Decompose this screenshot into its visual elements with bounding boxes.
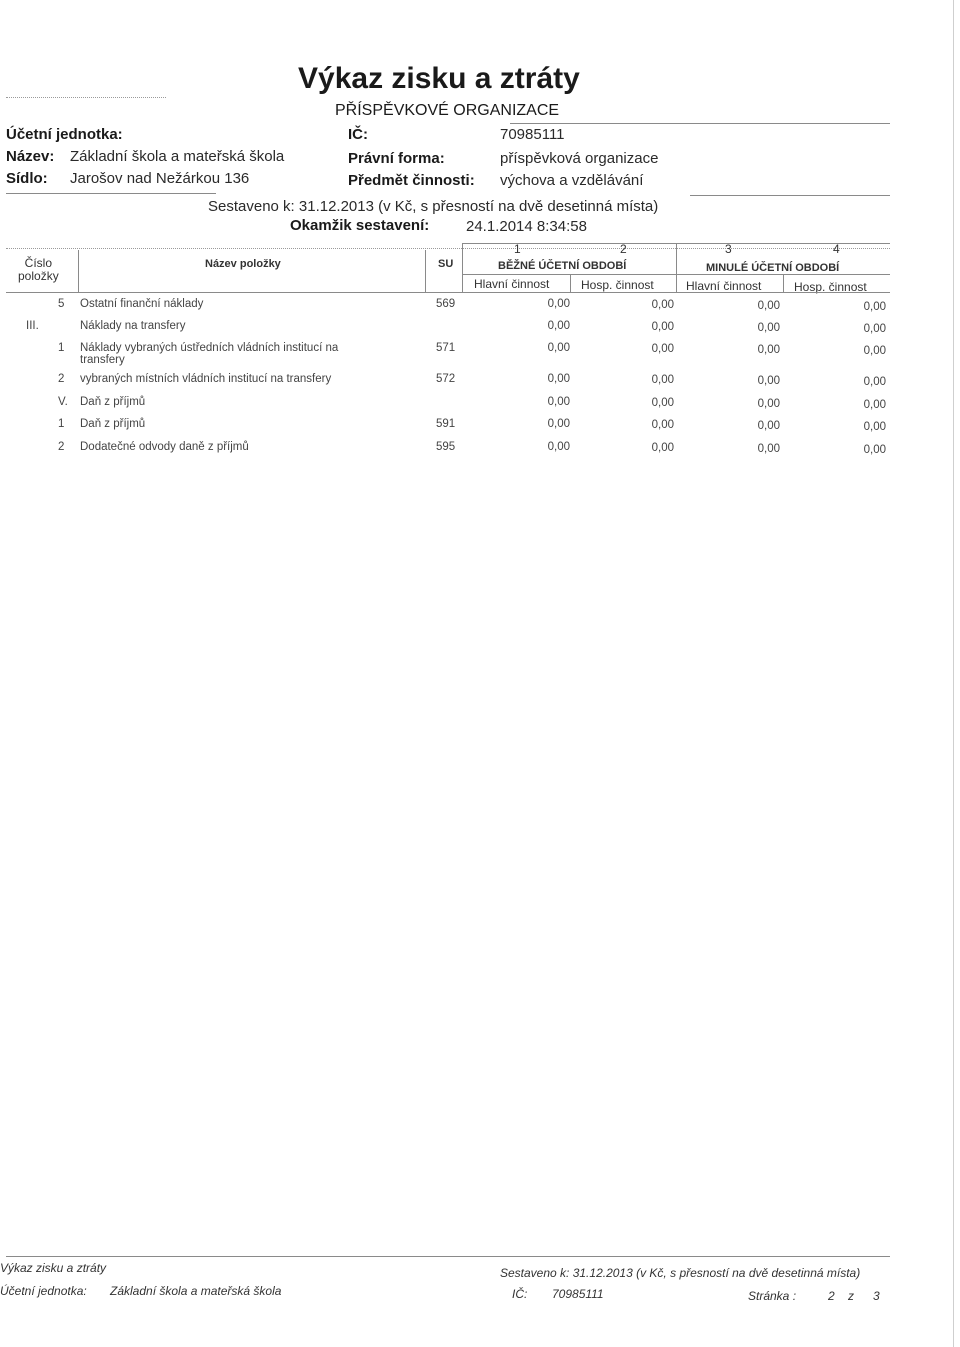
row-value-4: 0,00 <box>863 345 886 357</box>
col-number-1: 1 <box>514 242 521 256</box>
footer-ic-value: 70985111 <box>552 1287 604 1301</box>
row-su: 569 <box>436 298 456 310</box>
header-vline <box>783 275 784 292</box>
row-value-4: 0,00 <box>863 301 886 313</box>
row-su: 591 <box>436 418 456 430</box>
col-number-3: 3 <box>725 242 732 256</box>
row-value-1: 0,00 <box>547 373 570 385</box>
row-su: 595 <box>436 441 456 453</box>
row-name: vybraných místních vládních institucí na transfery <box>80 373 332 385</box>
row-value-2: 0,00 <box>651 442 674 454</box>
row-value-4: 0,00 <box>863 421 886 433</box>
moment-label: Okamžik sestavení: <box>290 217 430 234</box>
row-number: 2 <box>58 441 65 453</box>
row-value-1: 0,00 <box>547 298 570 310</box>
page-subtitle: PŘÍSPĚVKOVÉ ORGANIZACE <box>335 102 560 119</box>
row-value-2: 0,00 <box>651 299 674 311</box>
row-name: Dodatečné odvody daně z příjmů <box>80 441 249 453</box>
page-edge-line <box>953 0 954 1347</box>
row-value-1: 0,00 <box>547 342 570 354</box>
period-previous-header: MINULÉ ÚČETNÍ OBDOBÍ <box>706 262 840 274</box>
footer-page-current: 2 <box>828 1289 835 1303</box>
footer-page-label: Stránka : <box>748 1289 797 1303</box>
row-name: Daň z příjmů <box>80 418 146 430</box>
row-su: 571 <box>436 342 456 354</box>
row-su: 572 <box>436 373 456 385</box>
row-number: 2 <box>58 373 65 385</box>
row-name: Daň z příjmů <box>80 396 146 408</box>
legal-form-value: příspěvková organizace <box>500 150 659 167</box>
row-name: Ostatní finanční náklady <box>80 298 204 310</box>
divider <box>6 97 166 98</box>
footer-unit-label: Účetní jednotka: <box>0 1284 87 1298</box>
compiled-to: Sestaveno k: 31.12.2013 (v Kč, s přesností na dvě desetinná místa) <box>208 198 659 215</box>
divider <box>690 195 890 196</box>
row-value-4: 0,00 <box>863 399 886 411</box>
footer-ic-label: IČ: <box>512 1287 528 1301</box>
row-name-cont: transfery <box>80 354 125 366</box>
row-value-2: 0,00 <box>651 397 674 409</box>
row-value-1: 0,00 <box>547 418 570 430</box>
seat-value: Jarošov nad Nežárkou 136 <box>70 170 250 187</box>
header-vline <box>676 243 677 292</box>
table-top-line <box>6 248 890 249</box>
row-value-1: 0,00 <box>547 320 570 332</box>
activity-label: Předmět činnosti: <box>348 172 475 189</box>
ic-label: IČ: <box>348 126 368 143</box>
table-header-bottom <box>6 292 890 293</box>
row-value-1: 0,00 <box>547 441 570 453</box>
row-name: Náklady na transfery <box>80 320 186 332</box>
row-value-3: 0,00 <box>757 420 780 432</box>
sub-main-previous: Hlavní činnost <box>686 279 762 293</box>
activity-value: výchova a vzdělávání <box>500 172 644 189</box>
footer-page-total: 3 <box>873 1289 880 1303</box>
page-title: Výkaz zisku a ztráty <box>298 62 580 95</box>
col-item-name-header: Název položky <box>205 258 281 270</box>
row-value-2: 0,00 <box>651 343 674 355</box>
name-value: Základní škola a mateřská škola <box>70 148 285 165</box>
header-vline <box>78 250 79 292</box>
row-number: 5 <box>58 298 65 310</box>
col-item-no-header <box>18 257 59 283</box>
footer-report-name: Výkaz zisku a ztráty <box>0 1261 107 1275</box>
row-value-3: 0,00 <box>757 398 780 410</box>
sub-econ-current: Hosp. činnost <box>581 278 654 292</box>
divider <box>510 123 890 124</box>
col-number-2: 2 <box>620 242 627 256</box>
row-name: Náklady vybraných ústředních vládních institucí na <box>80 342 339 354</box>
row-number: V. <box>58 396 68 408</box>
row-value-2: 0,00 <box>651 419 674 431</box>
row-value-3: 0,00 <box>757 344 780 356</box>
moment-value: 24.1.2014 8:34:58 <box>466 218 587 235</box>
footer-compiled-to: Sestaveno k: 31.12.2013 (v Kč, s přesností na dvě desetinná místa) <box>500 1266 861 1280</box>
row-value-3: 0,00 <box>757 443 780 455</box>
name-label: Název: <box>6 148 55 165</box>
period-current-header: BĚŽNÉ ÚČETNÍ OBDOBÍ <box>498 260 627 272</box>
row-value-1: 0,00 <box>547 396 570 408</box>
footer-line <box>6 1256 890 1257</box>
sub-econ-previous: Hosp. činnost <box>794 280 867 294</box>
row-value-2: 0,00 <box>651 321 674 333</box>
divider <box>6 193 216 194</box>
row-value-3: 0,00 <box>757 322 780 334</box>
row-value-4: 0,00 <box>863 376 886 388</box>
header-vline <box>425 250 426 292</box>
legal-form-label: Právní forma: <box>348 150 445 167</box>
sub-main-current: Hlavní činnost <box>474 277 550 291</box>
row-value-4: 0,00 <box>863 444 886 456</box>
row-value-3: 0,00 <box>757 375 780 387</box>
row-value-4: 0,00 <box>863 323 886 335</box>
ic-value: 70985111 <box>500 126 565 143</box>
row-number: 1 <box>58 342 65 354</box>
unit-label: Účetní jednotka: <box>6 126 123 143</box>
row-number: 1 <box>58 418 65 430</box>
col-item-no-line1: Číslo <box>24 256 53 270</box>
col-su-header: SU <box>438 258 454 270</box>
seat-label: Sídlo: <box>6 170 48 187</box>
header-vline <box>570 275 571 292</box>
header-vline <box>462 243 463 292</box>
col-item-no-line2: položky <box>18 269 59 283</box>
footer-page-of: z <box>848 1289 854 1303</box>
row-number: III. <box>26 320 39 332</box>
col-number-4: 4 <box>833 242 840 256</box>
footer-unit-value: Základní škola a mateřská škola <box>110 1284 282 1298</box>
row-value-3: 0,00 <box>757 300 780 312</box>
row-value-2: 0,00 <box>651 374 674 386</box>
